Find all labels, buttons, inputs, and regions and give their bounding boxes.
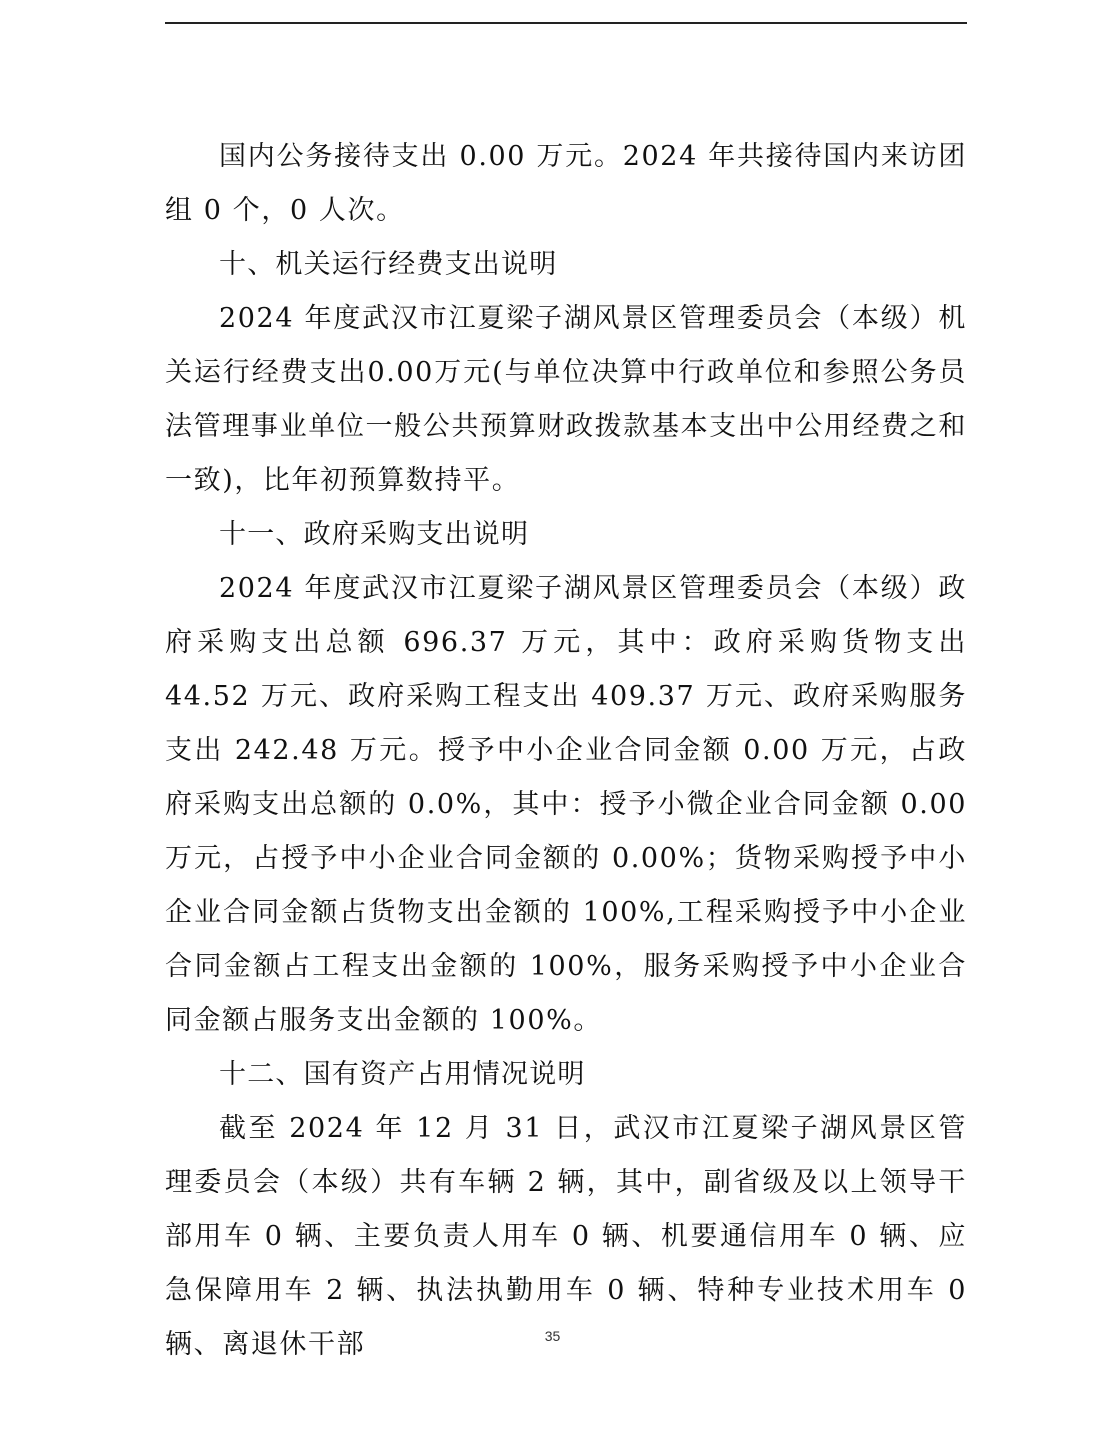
paragraph-operating-expenses: 2024 年度武汉市江夏梁子湖风景区管理委员会（本级）机关运行经费支出0.00万元(与单位决算中行政单位和参照公务员法管理事业单位一般公共预算财政拨款基本支出中公用经费之和一致)，比年初预算数持平。 xyxy=(165,303,967,496)
header-rule xyxy=(165,22,967,24)
section-heading-11: 十一、政府采购支出说明 xyxy=(219,519,530,550)
section-heading-12: 十二、国有资产占用情况说明 xyxy=(219,1059,586,1090)
section-heading-10: 十、机关运行经费支出说明 xyxy=(219,249,558,280)
document-body xyxy=(165,130,967,1372)
page-number: 35 xyxy=(544,1328,561,1344)
paragraph-procurement: 2024 年度武汉市江夏梁子湖风景区管理委员会（本级）政府采购支出总额 696.37 万元，其中：政府采购货物支出 44.52 万元、政府采购工程支出 409.37 万元、政府采购服务支出 242.48 万元。授予中小企业合同金额 0.00 万元，占政府采购支出总额的 0.0%，其中：授予小微企业合同金额 0.00 万元，占授予中小企业合同金额的 0.00%；货物采购授予中小企业合同金额占货物支出金额的 100%,工程采购授予中小企业合同金额占工程支出金额的 100%，服务采购授予中小企业合同金额占服务支出金额的 100%。 xyxy=(165,573,967,1036)
paragraph-domestic-reception: 国内公务接待支出 0.00 万元。2024 年共接待国内来访团组 0 个，0 人次。 xyxy=(165,141,967,226)
paragraph-state-assets: 截至 2024 年 12 月 31 日，武汉市江夏梁子湖风景区管理委员会（本级）共有车辆 2 辆，其中，副省级及以上领导干部用车 0 辆、主要负责人用车 0 辆、机要通信用车 0 辆、应急保障用车 2 辆、执法执勤用车 0 辆、特种专业技术用车 0 辆、离退休干部 xyxy=(165,1113,967,1360)
